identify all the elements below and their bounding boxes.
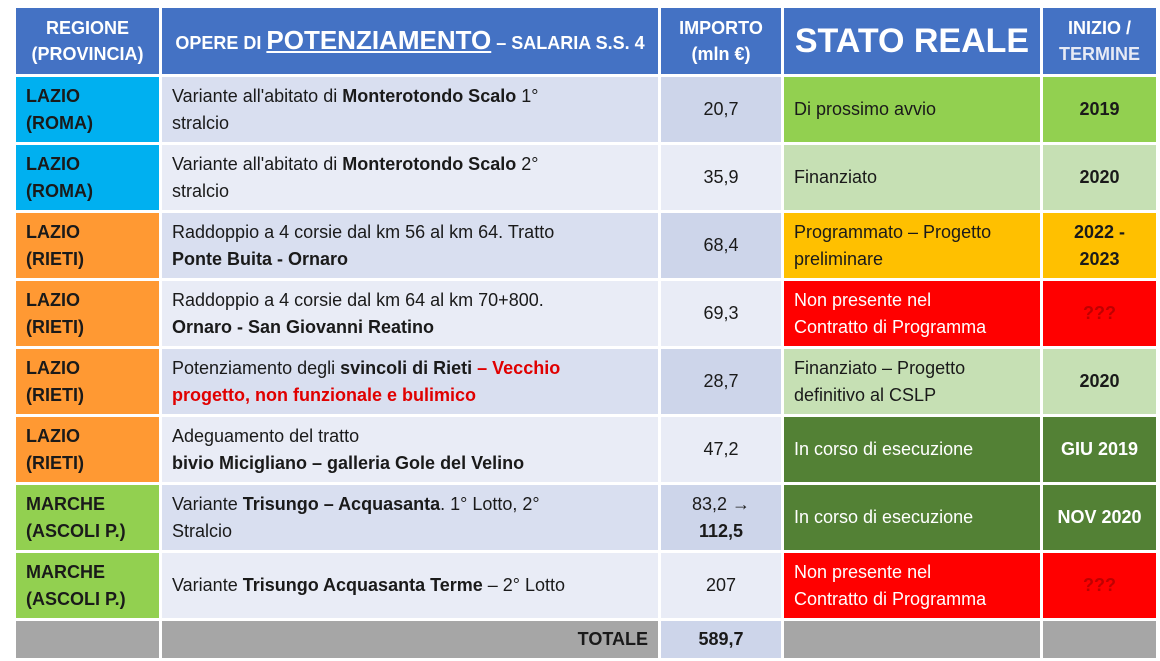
- amount-cell: 20,7: [661, 77, 781, 142]
- header-amount-line1: IMPORTO: [679, 18, 763, 38]
- region-name: LAZIO: [26, 425, 80, 446]
- status-cell: [784, 77, 1040, 142]
- table-row: [16, 77, 1156, 142]
- work-text: 2°: [516, 153, 539, 174]
- region-cell: [16, 145, 159, 210]
- table-row: [16, 213, 1156, 278]
- work-description: [162, 485, 658, 550]
- date-start: 2022 -: [1073, 221, 1126, 242]
- region-name: LAZIO: [26, 85, 80, 106]
- province-name: (RIETI): [26, 248, 84, 269]
- work-description: [162, 417, 658, 482]
- amount-cell: 47,2: [661, 417, 781, 482]
- province-name: (ROMA): [26, 180, 93, 201]
- province-name: (RIETI): [26, 316, 84, 337]
- work-description: [162, 281, 658, 346]
- status-cell: [784, 145, 1040, 210]
- date-cell: 2020: [1043, 145, 1156, 210]
- total-label: TOTALE: [162, 621, 658, 658]
- status-text: Finanziato – Progetto: [794, 357, 966, 378]
- region-name: LAZIO: [26, 289, 80, 310]
- work-text-bold: Monterotondo Scalo: [342, 153, 517, 174]
- region-name: LAZIO: [26, 221, 80, 242]
- amount-cell: 28,7: [661, 349, 781, 414]
- work-text: Variante all'abitato di: [172, 153, 343, 174]
- date-end: 2023: [1079, 248, 1120, 269]
- region-cell: [16, 417, 159, 482]
- header-status: STATO REALE: [784, 8, 1040, 74]
- region-cell: [16, 281, 159, 346]
- work-text: Variante all'abitato di: [172, 85, 343, 106]
- header-dates: [1043, 8, 1156, 74]
- work-text: Potenziamento degli: [172, 357, 341, 378]
- total-value: 589,7: [661, 621, 781, 658]
- header-region-line1: REGIONE: [45, 18, 129, 38]
- work-description: [162, 213, 658, 278]
- table-row: [16, 281, 1156, 346]
- region-cell: [16, 213, 159, 278]
- work-text-bold: Trisungo – Acquasanta: [242, 493, 441, 514]
- work-text: stralcio: [172, 180, 230, 201]
- status-cell: [784, 213, 1040, 278]
- work-description: [162, 145, 658, 210]
- header-amount: [661, 8, 781, 74]
- header-region: [16, 8, 159, 74]
- work-text: Variante: [172, 575, 243, 595]
- status-text: definitivo al CSLP: [794, 384, 937, 405]
- work-text-bold: Monterotondo Scalo: [342, 85, 517, 106]
- region-name: LAZIO: [26, 357, 80, 378]
- region-cell: [16, 77, 159, 142]
- total-row: [16, 621, 1156, 658]
- table-row: [16, 145, 1156, 210]
- region-name: LAZIO: [26, 153, 80, 174]
- table-row: [16, 349, 1156, 414]
- date-cell: NOV 2020: [1043, 485, 1156, 550]
- date-cell: 2020: [1043, 349, 1156, 414]
- status-cell: [784, 349, 1040, 414]
- date-cell: GIU 2019: [1043, 417, 1156, 482]
- amount-cell: [661, 485, 781, 550]
- status-cell: [784, 553, 1040, 618]
- province-name: (ASCOLI P.): [26, 588, 126, 609]
- province-name: (RIETI): [26, 384, 84, 405]
- amount-original: 83,2 →: [691, 493, 751, 514]
- amount-cell: 68,4: [661, 213, 781, 278]
- header-works-suffix: – SALARIA S.S. 4: [491, 32, 645, 53]
- header-works: [162, 8, 658, 74]
- date-cell: ???: [1043, 553, 1156, 618]
- header-date-line1: INIZIO /: [1068, 18, 1131, 38]
- table-row: [16, 485, 1156, 550]
- header-amount-line2: (mln €): [691, 44, 751, 64]
- region-name: MARCHE: [26, 493, 105, 514]
- region-name: MARCHE: [26, 561, 105, 582]
- status-text: Contratto di Programma: [794, 588, 987, 609]
- header-region-line2: (PROVINCIA): [31, 44, 144, 64]
- table-row: [16, 417, 1156, 482]
- amount-cell: 35,9: [661, 145, 781, 210]
- work-text-bold: svincoli di Rieti: [340, 357, 473, 378]
- work-text-warning: – Vecchio: [472, 357, 561, 378]
- work-description: [162, 553, 658, 618]
- status-text: Finanziato: [794, 167, 878, 187]
- province-name: (ROMA): [26, 112, 93, 133]
- amount-cell: 69,3: [661, 281, 781, 346]
- status-text: Non presente nel: [794, 561, 932, 582]
- status-text: In corso di esecuzione: [794, 439, 974, 459]
- region-cell: [16, 553, 159, 618]
- date-cell: 2019: [1043, 77, 1156, 142]
- total-spacer: [1043, 621, 1156, 658]
- date-cell: [1043, 213, 1156, 278]
- work-description: [162, 77, 658, 142]
- status-cell: [784, 417, 1040, 482]
- work-text-bold: Ornaro - San Giovanni Reatino: [172, 316, 435, 337]
- work-text: Raddoppio a 4 corsie dal km 64 al km 70+800.: [172, 289, 544, 310]
- amount-updated: 112,5: [698, 520, 744, 541]
- header-row: [16, 8, 1156, 74]
- work-text: Stralcio: [172, 520, 233, 541]
- work-text-warning: progetto, non funzionale e bulimico: [172, 384, 476, 405]
- work-text: – 2° Lotto: [482, 575, 566, 595]
- total-spacer: [784, 621, 1040, 658]
- work-text: Adeguamento del tratto: [172, 425, 360, 446]
- status-text: preliminare: [794, 248, 884, 269]
- status-text: Programmato – Progetto: [794, 221, 992, 242]
- region-cell: [16, 349, 159, 414]
- work-text-bold: bivio Micigliano – galleria Gole del Velino: [172, 452, 525, 473]
- infrastructure-table: [13, 5, 1159, 661]
- table-row: [16, 553, 1156, 618]
- work-text: Variante: [172, 493, 243, 514]
- status-text: Di prossimo avvio: [794, 99, 937, 119]
- region-cell: [16, 485, 159, 550]
- status-text: In corso di esecuzione: [794, 507, 974, 527]
- work-text: 1°: [516, 85, 539, 106]
- province-name: (RIETI): [26, 452, 84, 473]
- work-text: . 1° Lotto, 2°: [440, 493, 540, 514]
- header-works-prefix: OPERE DI: [175, 32, 267, 53]
- work-text: Raddoppio a 4 corsie dal km 56 al km 64. Tratto: [172, 221, 555, 242]
- work-description: [162, 349, 658, 414]
- work-text-bold: Ponte Buita - Ornaro: [172, 248, 349, 269]
- status-text: Contratto di Programma: [794, 316, 987, 337]
- header-works-emphasis: POTENZIAMENTO: [266, 24, 492, 55]
- date-cell: ???: [1043, 281, 1156, 346]
- province-name: (ASCOLI P.): [26, 520, 126, 541]
- status-cell: [784, 281, 1040, 346]
- work-text-bold: Trisungo Acquasanta Terme: [242, 575, 483, 595]
- work-text: stralcio: [172, 112, 230, 133]
- total-spacer: [16, 621, 159, 658]
- header-date-line2: TERMINE: [1059, 44, 1140, 64]
- status-cell: [784, 485, 1040, 550]
- amount-cell: 207: [661, 553, 781, 618]
- status-text: Non presente nel: [794, 289, 932, 310]
